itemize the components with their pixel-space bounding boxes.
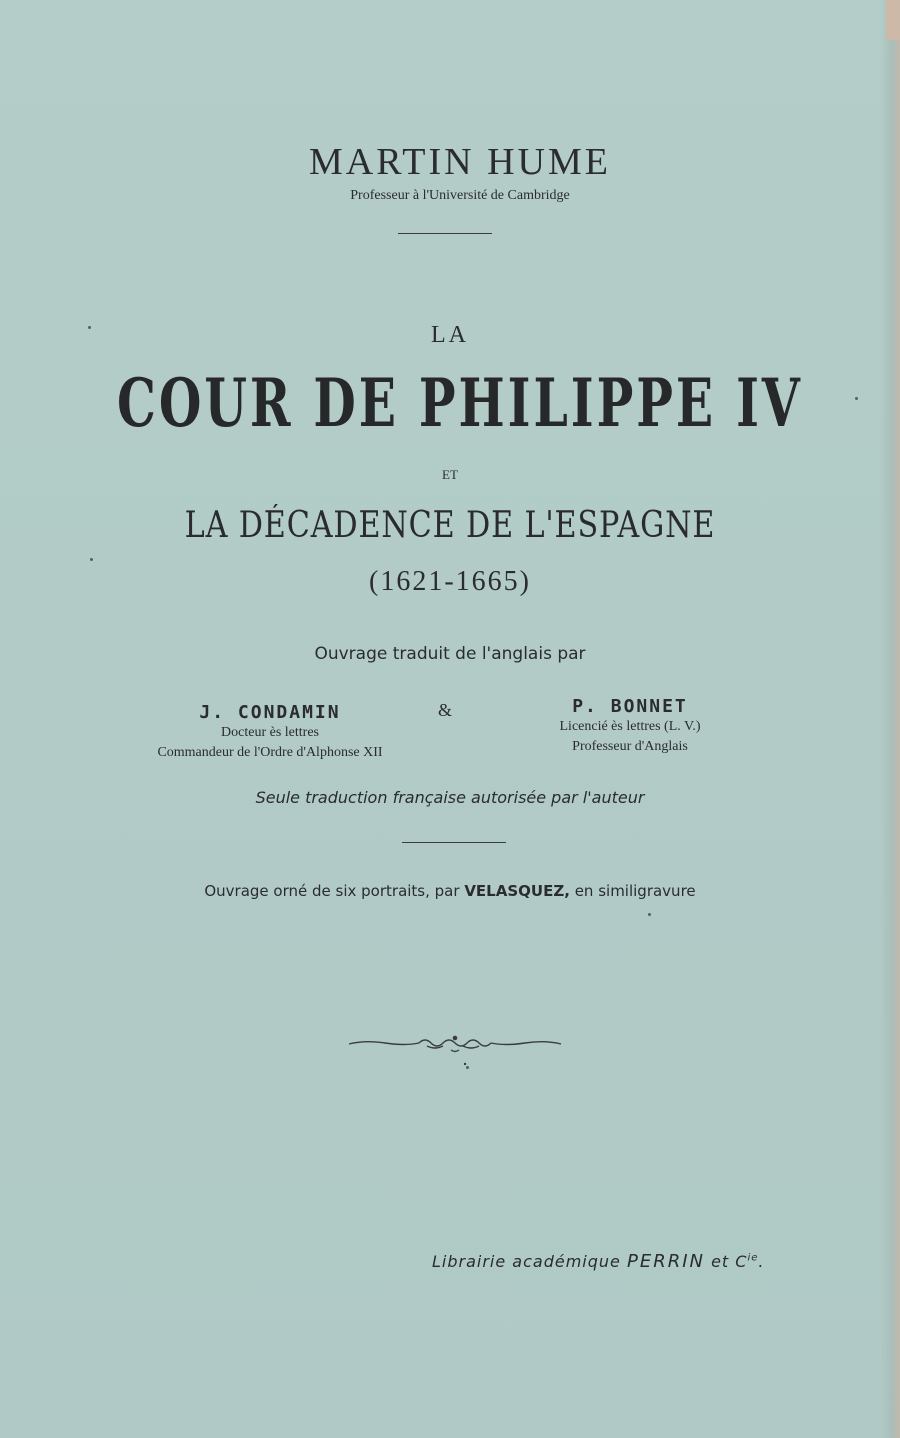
- authorization-note: Seule traduction française autorisée par l'auteur: [255, 788, 645, 807]
- illustrations-prefix: Ouvrage orné de six portraits, par: [204, 882, 460, 900]
- divider-rule: [398, 233, 492, 234]
- author-affiliation: Professeur à l'Université de Cambridge: [350, 188, 570, 203]
- translation-note: Ouvrage traduit de l'anglais par: [314, 644, 586, 664]
- translator-bonnet: [520, 696, 740, 757]
- publisher-suffix: et: [711, 1252, 730, 1271]
- translator-condamin: [130, 702, 410, 763]
- illustrations-suffix: en similigravure: [574, 882, 696, 900]
- translator-name: J. CONDAMIN: [199, 702, 341, 723]
- paper-speck: [88, 326, 91, 329]
- title-conjunction: ET: [442, 467, 458, 482]
- publisher-company: $C^{ie}$.: [735, 1252, 765, 1271]
- paper-corner: [886, 0, 900, 40]
- paper-speck: [855, 397, 858, 400]
- divider-rule: [402, 842, 506, 843]
- paper-speck: [466, 1066, 469, 1069]
- translator-credential: Professeur d'Anglais: [572, 739, 688, 754]
- ampersand: &: [438, 700, 453, 720]
- publisher-prefix: Librairie académique: [432, 1252, 621, 1271]
- illustrations-note: [0, 882, 900, 900]
- book-subtitle: LA DÉCADENCE DE L'ESPAGNE: [184, 505, 716, 546]
- translator-name: P. BONNET: [572, 696, 688, 717]
- paper-speck: [90, 558, 93, 561]
- book-title: COUR DE PHILIPPE IV: [117, 364, 803, 442]
- title-article: LA: [431, 322, 469, 348]
- page-edge-shadow: [880, 0, 900, 1438]
- paper-speck: [648, 913, 651, 916]
- illustrations-artist: VELASQUEZ,: [464, 882, 570, 900]
- author-name: MARTIN HUME: [309, 141, 611, 183]
- publisher-line: [432, 1251, 765, 1272]
- translator-credential: Commandeur de l'Ordre d'Alphonse XII: [157, 745, 383, 760]
- translator-credential: Docteur ès lettres: [221, 725, 319, 740]
- publisher-name: PERRIN: [626, 1251, 705, 1272]
- date-range: (1621-1665): [369, 566, 531, 597]
- ornament-flourish-icon: [345, 1030, 565, 1070]
- translator-credential: Licencié ès lettres (L. V.): [559, 719, 701, 734]
